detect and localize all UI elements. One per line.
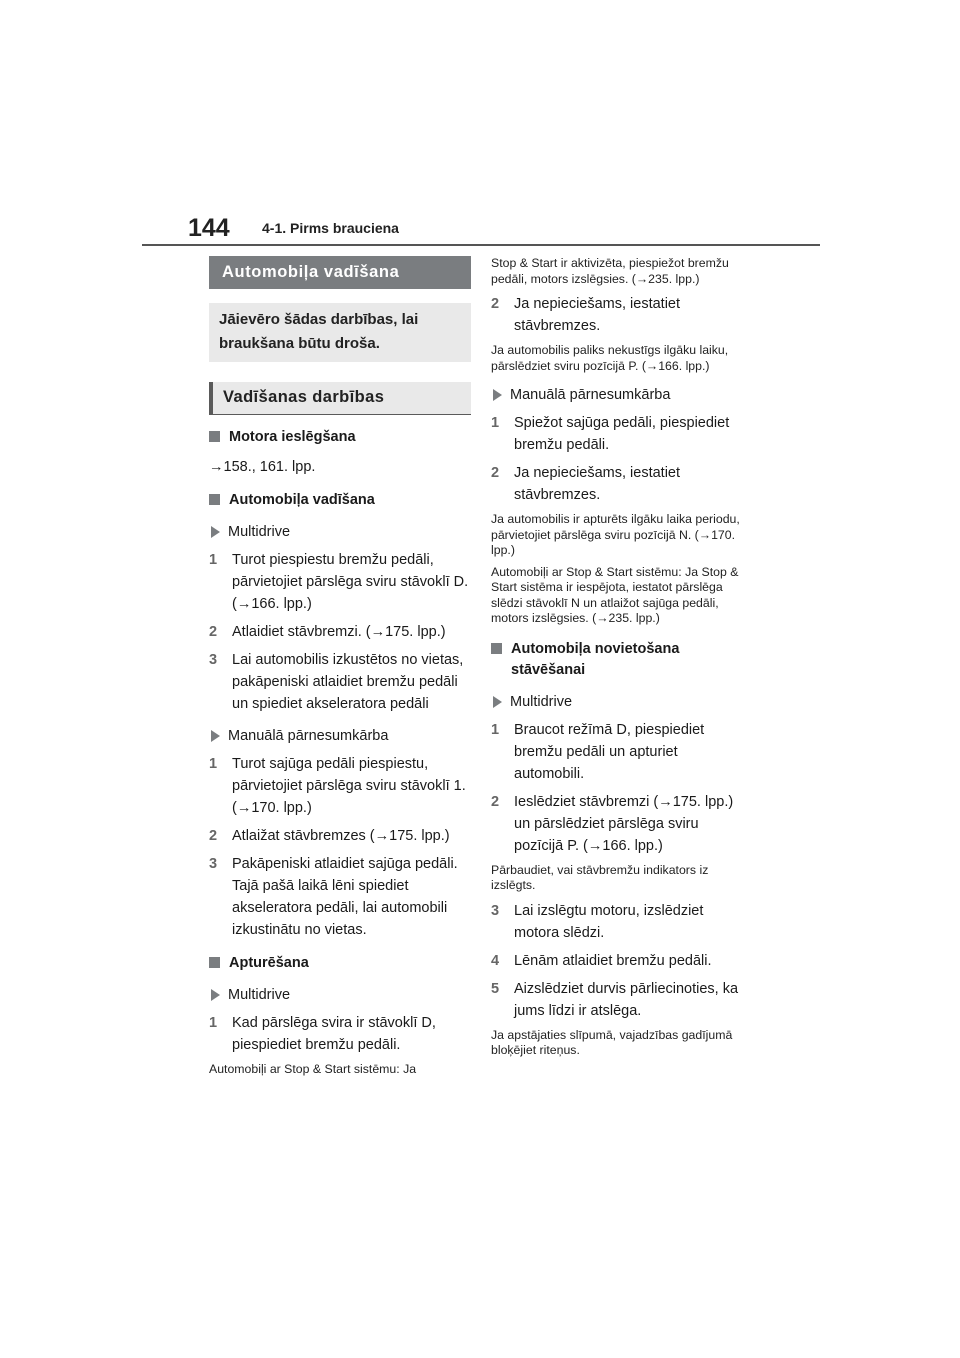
transmission-label: Manuālā pārnesumkārba bbox=[491, 384, 751, 406]
step-item: 3 Pakāpeniski atlaidiet sajūga pedāli. Tajā pašā laikā lēni spiediet akseleratora pedāli, lai automobili izkustinātu no vietas. bbox=[209, 856, 458, 938]
page-number: 144 bbox=[188, 214, 230, 242]
square-bullet-icon bbox=[209, 494, 220, 505]
step-item: 1 Spiežot sajūga pedāli, piespiediet bremžu pedāli. bbox=[491, 415, 730, 453]
step-item: 5 Aizslēdziet durvis pārliecinoties, ka jums līdzi ir atslēga. bbox=[491, 980, 739, 1019]
square-bullet-icon bbox=[209, 957, 220, 968]
transmission-label: Manuālā pārnesumkārba bbox=[209, 725, 471, 747]
step-item: 4 Lēnām atlaidiet bremžu pedāli. bbox=[491, 952, 712, 969]
intro-box: Jāievēro šādas darbības, lai braukšana būtu droša. bbox=[209, 303, 471, 362]
note-text: Stop & Start ir aktivizēta, piespiežot bremžu pedāli, motors izslēgsies. (→235. lpp.) bbox=[491, 256, 729, 286]
note-text: Ja automobilis paliks nekustīgs ilgāku laiku, pārslēdziet sviru pozīcijā P. (→166. lpp.) bbox=[491, 343, 729, 373]
triangle-bullet-icon bbox=[493, 696, 502, 708]
step-item: 1 Turot sajūga pedāli piespiestu, pārvietojiet pārslēga sviru stāvoklī 1. (→170. lpp.) bbox=[209, 756, 466, 816]
step-item: 3 Lai automobilis izkustētos no vietas, pakāpeniski atlaidiet bremžu pedāli un spiediet akseleratora pedāli bbox=[209, 652, 464, 712]
header-divider bbox=[142, 244, 820, 246]
driving-heading: Automobiļa vadīšana bbox=[209, 490, 471, 511]
step-item: 1 Turot piespiestu bremžu pedāli, pārvietojiet pārslēga sviru stāvoklī D. (→166. lpp.) bbox=[209, 552, 469, 612]
page-reference: →158., 161. lpp. bbox=[209, 459, 316, 475]
triangle-bullet-icon bbox=[211, 730, 220, 742]
note-text: Automobiļi ar Stop & Start sistēmu: Ja bbox=[209, 1062, 417, 1076]
section-subheading: Vadīšanas darbības bbox=[209, 382, 471, 415]
transmission-label: Multidrive bbox=[209, 521, 471, 543]
step-item: 2 Atlaižat stāvbremzes (→175. lpp.) bbox=[209, 828, 450, 844]
step-item: 1 Braucot režīmā D, piespiediet bremžu pedāli un apturiet automobili. bbox=[491, 721, 705, 782]
page-title: Automobiļa vadīšana bbox=[209, 256, 471, 289]
transmission-label: Multidrive bbox=[209, 984, 471, 1006]
section-title: 4-1. Pirms brauciena bbox=[262, 220, 399, 236]
step-item: 2 Atlaidiet stāvbremzi. (→175. lpp.) bbox=[209, 624, 446, 640]
note-text: Automobiļi ar Stop & Start sistēmu: Ja Stop & Start sistēma ir iespējota, iestatot pārslēga slēdzi stāvoklī N un atlaižot sajūga pedāli, motors izslēgsies. (→235. lpp.) bbox=[491, 564, 739, 625]
transmission-label: Multidrive bbox=[491, 691, 751, 713]
stopping-heading: Apturēšana bbox=[209, 953, 471, 974]
parking-heading: Automobiļa novietošana stāvēšanai bbox=[491, 639, 751, 681]
note-text: Ja apstājaties slīpumā, vajadzības gadījumā bloķējiet riteņus. bbox=[491, 1027, 733, 1057]
step-item: 2 Ja nepieciešams, iestatiet stāvbremzes. bbox=[491, 465, 681, 503]
triangle-bullet-icon bbox=[211, 989, 220, 1001]
step-item: 1 Kad pārslēga svira ir stāvoklī D, piespiediet bremžu pedāli. bbox=[209, 1015, 436, 1053]
square-bullet-icon bbox=[209, 431, 220, 442]
note-text: Pārbaudiet, vai stāvbremžu indikators iz izslēgts. bbox=[491, 862, 709, 892]
step-item: 2 Ja nepieciešams, iestatiet stāvbremzes. bbox=[491, 296, 681, 334]
step-item: 3 Lai izslēgtu motoru, izslēdziet motora slēdzi. bbox=[491, 902, 704, 941]
left-column bbox=[209, 256, 471, 1078]
square-bullet-icon bbox=[491, 643, 502, 654]
triangle-bullet-icon bbox=[493, 389, 502, 401]
note-text: Ja automobilis ir apturēts ilgāku laika periodu, pārvietojiet pārslēga sviru pozīcijā N. (→170. lpp.) bbox=[491, 512, 740, 557]
triangle-bullet-icon bbox=[211, 526, 220, 538]
page-header bbox=[142, 212, 820, 246]
right-column bbox=[491, 256, 751, 1059]
step-item: 2 Ieslēdziet stāvbremzi (→175. lpp.) un pārslēdziet pārslēga sviru pozīcijā P. (→166. lpp.) bbox=[491, 793, 734, 854]
engine-start-heading: Motora ieslēgšana bbox=[209, 427, 471, 448]
